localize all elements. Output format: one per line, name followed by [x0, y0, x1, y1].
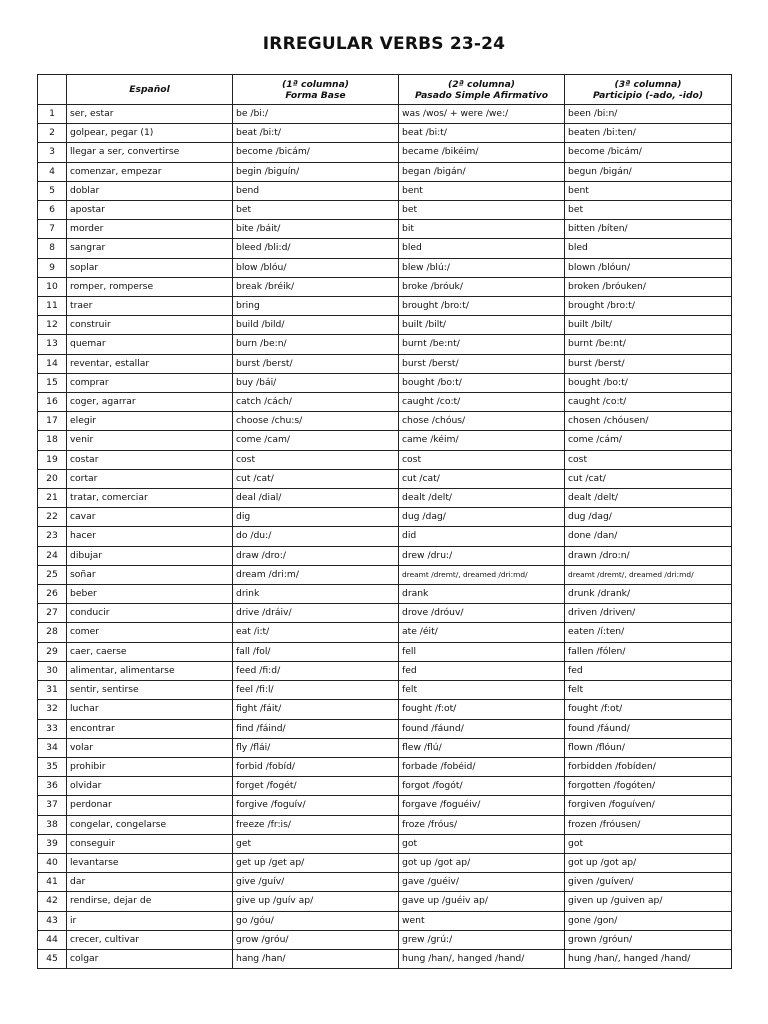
row-number: 16	[38, 393, 67, 412]
base-form-cell: give up /guív ap/	[233, 892, 399, 911]
spanish-cell: cortar	[67, 469, 233, 488]
base-form-cell: come /cam/	[233, 431, 399, 450]
base-form-cell: grow /gróu/	[233, 930, 399, 949]
spanish-cell: perdonar	[67, 796, 233, 815]
past-simple-cell: beat /bi:t/	[399, 124, 565, 143]
participle-cell: built /bilt/	[565, 316, 732, 335]
spanish-cell: doblar	[67, 181, 233, 200]
past-simple-cell: got up /got ap/	[399, 853, 565, 872]
row-number: 28	[38, 623, 67, 642]
participle-cell: become /bicám/	[565, 143, 732, 162]
table-row	[38, 834, 732, 853]
table-row	[38, 949, 732, 968]
base-form-cell: burn /be:n/	[233, 335, 399, 354]
row-number: 37	[38, 796, 67, 815]
row-number: 45	[38, 949, 67, 968]
base-form-cell: catch /cách/	[233, 393, 399, 412]
participle-cell: bought /bo:t/	[565, 373, 732, 392]
row-number: 33	[38, 719, 67, 738]
base-form-cell: forbid /fobíd/	[233, 757, 399, 776]
table-row	[38, 815, 732, 834]
base-form-cell: get up /get ap/	[233, 853, 399, 872]
base-form-cell: buy /bái/	[233, 373, 399, 392]
participle-cell: fed	[565, 661, 732, 680]
table-row	[38, 220, 732, 239]
participle-cell: cut /cat/	[565, 469, 732, 488]
participle-cell: dealt /delt/	[565, 489, 732, 508]
past-simple-cell: hung /han/, hanged /hand/	[399, 949, 565, 968]
table-row	[38, 239, 732, 258]
participle-cell: frozen /fróusen/	[565, 815, 732, 834]
participle-cell: forgotten /fogóten/	[565, 777, 732, 796]
spanish-cell: levantarse	[67, 853, 233, 872]
row-number: 14	[38, 354, 67, 373]
table-row	[38, 585, 732, 604]
base-form-cell: drive /dráiv/	[233, 604, 399, 623]
participle-cell: eaten /í:ten/	[565, 623, 732, 642]
participle-cell: gone /gon/	[565, 911, 732, 930]
spanish-cell: comer	[67, 623, 233, 642]
table-row	[38, 258, 732, 277]
table-row	[38, 431, 732, 450]
past-simple-cell: grew /grú:/	[399, 930, 565, 949]
table-row	[38, 930, 732, 949]
past-simple-cell: flew /flú/	[399, 738, 565, 757]
participle-cell: beaten /bi:ten/	[565, 124, 732, 143]
past-simple-cell: burnt /be:nt/	[399, 335, 565, 354]
past-simple-cell: burst /berst/	[399, 354, 565, 373]
spanish-cell: construir	[67, 316, 233, 335]
spanish-cell: beber	[67, 585, 233, 604]
spanish-cell: sangrar	[67, 239, 233, 258]
base-form-cell: dig	[233, 508, 399, 527]
base-form-cell: find /fáind/	[233, 719, 399, 738]
participle-cell: burst /berst/	[565, 354, 732, 373]
table-row	[38, 335, 732, 354]
past-simple-cell: bet	[399, 201, 565, 220]
base-form-cell: bet	[233, 201, 399, 220]
spanish-cell: coger, agarrar	[67, 393, 233, 412]
past-simple-cell: went	[399, 911, 565, 930]
spanish-cell: olvidar	[67, 777, 233, 796]
past-simple-cell: found /fáund/	[399, 719, 565, 738]
row-number: 36	[38, 777, 67, 796]
table-row	[38, 873, 732, 892]
spanish-cell: soplar	[67, 258, 233, 277]
row-number: 24	[38, 546, 67, 565]
participle-cell: bent	[565, 181, 732, 200]
row-number: 39	[38, 834, 67, 853]
row-number: 7	[38, 220, 67, 239]
base-form-cell: forgive /foguív/	[233, 796, 399, 815]
base-form-cell: go /góu/	[233, 911, 399, 930]
past-simple-cell: forbade /fobéid/	[399, 757, 565, 776]
header-part-line1: (3ª columna)	[614, 78, 682, 90]
header-base-form	[233, 75, 399, 105]
base-form-cell: be /bi:/	[233, 105, 399, 124]
base-form-cell: dream /dri:m/	[233, 565, 399, 584]
row-number: 18	[38, 431, 67, 450]
table-row	[38, 277, 732, 296]
spanish-cell: conducir	[67, 604, 233, 623]
participle-cell: bitten /bíten/	[565, 220, 732, 239]
row-number: 15	[38, 373, 67, 392]
table-row	[38, 757, 732, 776]
participle-cell: given up /guiven ap/	[565, 892, 732, 911]
row-number: 43	[38, 911, 67, 930]
base-form-cell: get	[233, 834, 399, 853]
past-simple-cell: came /kéim/	[399, 431, 565, 450]
spanish-cell: costar	[67, 450, 233, 469]
base-form-cell: fly /flái/	[233, 738, 399, 757]
base-form-cell: forget /fogét/	[233, 777, 399, 796]
spanish-cell: luchar	[67, 700, 233, 719]
participle-cell: begun /bigán/	[565, 162, 732, 181]
base-form-cell: hang /han/	[233, 949, 399, 968]
base-form-cell: give /guív/	[233, 873, 399, 892]
participle-cell: chosen /chóusen/	[565, 412, 732, 431]
past-simple-cell: chose /chóus/	[399, 412, 565, 431]
spanish-cell: cavar	[67, 508, 233, 527]
base-form-cell: begin /biguín/	[233, 162, 399, 181]
spanish-cell: comenzar, empezar	[67, 162, 233, 181]
table-row	[38, 700, 732, 719]
past-simple-cell: got	[399, 834, 565, 853]
past-simple-cell: forgave /foguéiv/	[399, 796, 565, 815]
participle-cell: got up /got ap/	[565, 853, 732, 872]
table-row	[38, 393, 732, 412]
past-simple-cell: brought /bro:t/	[399, 297, 565, 316]
row-number: 13	[38, 335, 67, 354]
base-form-cell: fight /fáit/	[233, 700, 399, 719]
base-form-cell: freeze /fr:is/	[233, 815, 399, 834]
row-number: 38	[38, 815, 67, 834]
past-simple-cell: did	[399, 527, 565, 546]
table-row	[38, 162, 732, 181]
past-simple-cell: dreamt /dremt/, dreamed /dri:md/	[399, 565, 565, 584]
table-row	[38, 412, 732, 431]
past-simple-cell: forgot /fogót/	[399, 777, 565, 796]
past-simple-cell: bent	[399, 181, 565, 200]
past-simple-cell: began /bigán/	[399, 162, 565, 181]
past-simple-cell: froze /fróus/	[399, 815, 565, 834]
header-base-line1: (1ª columna)	[282, 78, 349, 90]
past-simple-cell: dealt /delt/	[399, 489, 565, 508]
past-simple-cell: gave up /guéiv ap/	[399, 892, 565, 911]
spanish-cell: volar	[67, 738, 233, 757]
past-simple-cell: drank	[399, 585, 565, 604]
spanish-cell: ser, estar	[67, 105, 233, 124]
base-form-cell: cut /cat/	[233, 469, 399, 488]
row-number: 5	[38, 181, 67, 200]
base-form-cell: feed /fi:d/	[233, 661, 399, 680]
row-number: 9	[38, 258, 67, 277]
past-simple-cell: fed	[399, 661, 565, 680]
table-row	[38, 777, 732, 796]
spanish-cell: rendirse, dejar de	[67, 892, 233, 911]
spanish-cell: golpear, pegar (1)	[67, 124, 233, 143]
table-row	[38, 124, 732, 143]
spanish-cell: tratar, comerciar	[67, 489, 233, 508]
row-number: 12	[38, 316, 67, 335]
spanish-cell: romper, romperse	[67, 277, 233, 296]
row-number: 42	[38, 892, 67, 911]
participle-cell: flown /flóun/	[565, 738, 732, 757]
table-header-row	[38, 75, 732, 105]
spanish-cell: reventar, estallar	[67, 354, 233, 373]
base-form-cell: burst /berst/	[233, 354, 399, 373]
row-number: 8	[38, 239, 67, 258]
row-number: 40	[38, 853, 67, 872]
table-row	[38, 681, 732, 700]
row-number: 4	[38, 162, 67, 181]
past-simple-cell: cost	[399, 450, 565, 469]
spanish-cell: ir	[67, 911, 233, 930]
table-row	[38, 201, 732, 220]
spanish-cell: prohibir	[67, 757, 233, 776]
base-form-cell: build /bild/	[233, 316, 399, 335]
participle-cell: driven /driven/	[565, 604, 732, 623]
past-simple-cell: drew /dru:/	[399, 546, 565, 565]
base-form-cell: become /bicám/	[233, 143, 399, 162]
spanish-cell: morder	[67, 220, 233, 239]
spanish-cell: dibujar	[67, 546, 233, 565]
table-row	[38, 853, 732, 872]
header-past-line1: (2ª columna)	[448, 78, 515, 90]
past-simple-cell: drove /dróuv/	[399, 604, 565, 623]
participle-cell: felt	[565, 681, 732, 700]
spanish-cell: caer, caerse	[67, 642, 233, 661]
spanish-cell: soñar	[67, 565, 233, 584]
row-number: 22	[38, 508, 67, 527]
header-participle	[565, 75, 732, 105]
base-form-cell: choose /chu:s/	[233, 412, 399, 431]
row-number: 32	[38, 700, 67, 719]
table-row	[38, 489, 732, 508]
past-simple-cell: built /bilt/	[399, 316, 565, 335]
table-row	[38, 469, 732, 488]
spanish-cell: comprar	[67, 373, 233, 392]
table-row	[38, 450, 732, 469]
table-row	[38, 796, 732, 815]
participle-cell: given /guíven/	[565, 873, 732, 892]
table-row	[38, 604, 732, 623]
table-row	[38, 105, 732, 124]
past-simple-cell: cut /cat/	[399, 469, 565, 488]
table-row	[38, 719, 732, 738]
past-simple-cell: dug /dag/	[399, 508, 565, 527]
irregular-verbs-table	[37, 74, 732, 969]
spanish-cell: elegir	[67, 412, 233, 431]
past-simple-cell: felt	[399, 681, 565, 700]
base-form-cell: feel /fi:l/	[233, 681, 399, 700]
table-body	[38, 105, 732, 969]
past-simple-cell: bought /bo:t/	[399, 373, 565, 392]
participle-cell: done /dan/	[565, 527, 732, 546]
row-number: 3	[38, 143, 67, 162]
table-row	[38, 143, 732, 162]
participle-cell: blown /blóun/	[565, 258, 732, 277]
row-number: 23	[38, 527, 67, 546]
base-form-cell: fall /fol/	[233, 642, 399, 661]
table-row	[38, 623, 732, 642]
table-row	[38, 738, 732, 757]
row-number: 27	[38, 604, 67, 623]
participle-cell: drawn /dro:n/	[565, 546, 732, 565]
participle-cell: come /cám/	[565, 431, 732, 450]
table-row	[38, 642, 732, 661]
participle-cell: been /bi:n/	[565, 105, 732, 124]
table-row	[38, 892, 732, 911]
row-number: 29	[38, 642, 67, 661]
participle-cell: brought /bro:t/	[565, 297, 732, 316]
table-row	[38, 661, 732, 680]
header-past-simple	[399, 75, 565, 105]
table-row	[38, 565, 732, 584]
spanish-cell: colgar	[67, 949, 233, 968]
participle-cell: fought /f:ot/	[565, 700, 732, 719]
table-row	[38, 297, 732, 316]
spanish-cell: dar	[67, 873, 233, 892]
row-number: 35	[38, 757, 67, 776]
participle-cell: got	[565, 834, 732, 853]
past-simple-cell: was /wos/ + were /we:/	[399, 105, 565, 124]
base-form-cell: beat /bi:t/	[233, 124, 399, 143]
row-number: 30	[38, 661, 67, 680]
row-number: 21	[38, 489, 67, 508]
base-form-cell: bite /báit/	[233, 220, 399, 239]
spanish-cell: apostar	[67, 201, 233, 220]
participle-cell: broken /bróuken/	[565, 277, 732, 296]
participle-cell: dug /dag/	[565, 508, 732, 527]
header-number	[38, 75, 67, 105]
base-form-cell: bleed /bli:d/	[233, 239, 399, 258]
row-number: 1	[38, 105, 67, 124]
base-form-cell: drink	[233, 585, 399, 604]
past-simple-cell: caught /co:t/	[399, 393, 565, 412]
row-number: 6	[38, 201, 67, 220]
participle-cell: forbidden /fobíden/	[565, 757, 732, 776]
header-espanol-label: Español	[129, 84, 170, 95]
past-simple-cell: broke /bróuk/	[399, 277, 565, 296]
row-number: 10	[38, 277, 67, 296]
spanish-cell: sentir, sentirse	[67, 681, 233, 700]
table-row	[38, 508, 732, 527]
row-number: 11	[38, 297, 67, 316]
table-row	[38, 527, 732, 546]
table-row	[38, 546, 732, 565]
row-number: 25	[38, 565, 67, 584]
table-row	[38, 354, 732, 373]
row-number: 34	[38, 738, 67, 757]
base-form-cell: cost	[233, 450, 399, 469]
participle-cell: found /fáund/	[565, 719, 732, 738]
participle-cell: dreamt /dremt/, dreamed /dri:md/	[565, 565, 732, 584]
participle-cell: drunk /drank/	[565, 585, 732, 604]
spanish-cell: llegar a ser, convertirse	[67, 143, 233, 162]
participle-cell: fallen /fólen/	[565, 642, 732, 661]
past-simple-cell: became /bikéim/	[399, 143, 565, 162]
base-form-cell: draw /dro:/	[233, 546, 399, 565]
table-row	[38, 373, 732, 392]
header-base-line2: Forma Base	[285, 89, 346, 101]
row-number: 26	[38, 585, 67, 604]
spanish-cell: congelar, congelarse	[67, 815, 233, 834]
row-number: 41	[38, 873, 67, 892]
spanish-cell: alimentar, alimentarse	[67, 661, 233, 680]
header-part-line2: Participio (-ado, -ido)	[592, 89, 704, 101]
base-form-cell: bend	[233, 181, 399, 200]
base-form-cell: break /bréik/	[233, 277, 399, 296]
participle-cell: grown /gróun/	[565, 930, 732, 949]
table-row	[38, 316, 732, 335]
spanish-cell: crecer, cultivar	[67, 930, 233, 949]
spanish-cell: hacer	[67, 527, 233, 546]
participle-cell: bet	[565, 201, 732, 220]
past-simple-cell: bit	[399, 220, 565, 239]
spanish-cell: conseguir	[67, 834, 233, 853]
past-simple-cell: blew /blú:/	[399, 258, 565, 277]
spanish-cell: encontrar	[67, 719, 233, 738]
spanish-cell: venir	[67, 431, 233, 450]
table-row	[38, 181, 732, 200]
participle-cell: hung /han/, hanged /hand/	[565, 949, 732, 968]
base-form-cell: eat /i:t/	[233, 623, 399, 642]
past-simple-cell: bled	[399, 239, 565, 258]
row-number: 2	[38, 124, 67, 143]
participle-cell: caught /co:t/	[565, 393, 732, 412]
spanish-cell: quemar	[67, 335, 233, 354]
participle-cell: bled	[565, 239, 732, 258]
past-simple-cell: ate /éit/	[399, 623, 565, 642]
row-number: 20	[38, 469, 67, 488]
row-number: 31	[38, 681, 67, 700]
header-espanol	[67, 75, 233, 105]
row-number: 17	[38, 412, 67, 431]
document-title: IRREGULAR VERBS 23-24	[262, 34, 506, 54]
past-simple-cell: gave /guéiv/	[399, 873, 565, 892]
base-form-cell: do /du:/	[233, 527, 399, 546]
participle-cell: cost	[565, 450, 732, 469]
participle-cell: burnt /be:nt/	[565, 335, 732, 354]
header-past-line2: Pasado Simple Afirmativo	[414, 89, 549, 101]
participle-cell: forgiven /foguíven/	[565, 796, 732, 815]
past-simple-cell: fought /f:ot/	[399, 700, 565, 719]
base-form-cell: blow /blóu/	[233, 258, 399, 277]
row-number: 19	[38, 450, 67, 469]
base-form-cell: deal /dial/	[233, 489, 399, 508]
row-number: 44	[38, 930, 67, 949]
spanish-cell: traer	[67, 297, 233, 316]
table-row	[38, 911, 732, 930]
base-form-cell: bring	[233, 297, 399, 316]
past-simple-cell: fell	[399, 642, 565, 661]
